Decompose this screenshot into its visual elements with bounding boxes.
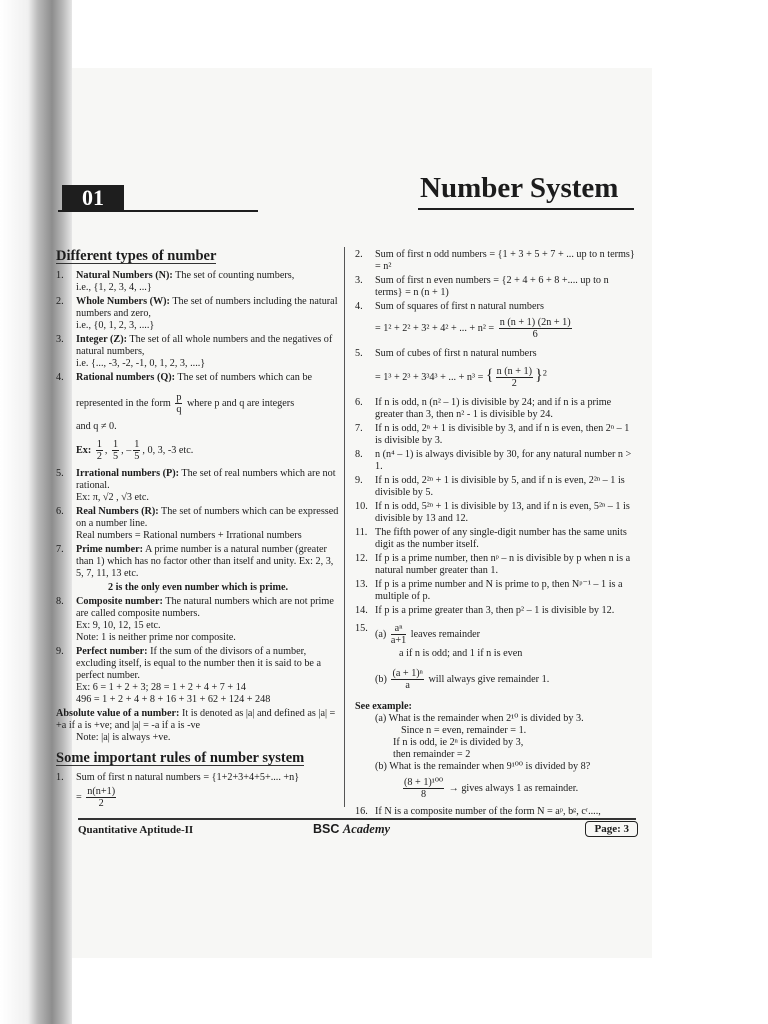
fraction-p-over-q: $\frac{p}{q}$ xyxy=(176,392,182,415)
example-b-formula: $\frac{\text{(8 + 1)¹⁰⁰}}{8}$ → gives always 1 as remainder. xyxy=(404,777,579,800)
list-item: 5. Irrational numbers (P): The set of real numbers which are not rational. Ex: π, √2 , √3 etc. xyxy=(56,468,336,503)
chapter-number: 01 xyxy=(62,185,124,211)
rule-5: 5. Sum of cubes of first n natural numbers xyxy=(355,348,537,359)
example-b: (b) What is the remainder when 9¹⁰⁰ is divided by 8? xyxy=(375,761,591,772)
footer xyxy=(78,820,638,840)
cubes-formula: = 1³ + 2³ + 3³4³ + ... + n³ = { $\frac{n (n + 1)}{2}$ }$^2$ xyxy=(375,366,547,389)
section-heading-types: Different types of number xyxy=(56,248,217,264)
footer-brand: BSC Academy xyxy=(313,822,391,836)
prime-note: 2 is the only even number which is prime. xyxy=(107,582,289,593)
right-column xyxy=(355,249,635,820)
list-item: 2. Sum of first n odd numbers = {1 + 3 + 5 + 7 + ... up to n terms} = n² xyxy=(355,249,635,272)
absolute-note: Note: |a| is always +ve. xyxy=(76,732,171,743)
rule-15a-result: a if n is odd; and 1 if n is even xyxy=(399,648,523,659)
list-item: 3. Sum of first n even numbers = {2 + 4 + 6 + 8 +.... up to n terms} = n (n + 1) xyxy=(355,275,609,298)
list-item: 7. Prime number: A prime number is a natural number (greater than 1) which has no factor other than itself and unity. Ex: 2, 3, 5, 7, 11, 13 etc. xyxy=(56,544,334,579)
list-item: 8. Composite number: The natural numbers which are not prime are called composite numbers. Ex: 9, 10, 12, 15 etc. Note: 1 is neither prime nor composite. xyxy=(56,596,334,643)
list-item: 4. Rational numbers (Q): The set of numbers which can be xyxy=(56,372,313,383)
column-divider xyxy=(344,247,345,807)
rules-list-part2 xyxy=(355,397,635,617)
list-item: 12. If p is a prime number, then nᵖ – n is divisible by p when n is a natural number greater than 1. xyxy=(355,553,631,576)
rational-condition: and q ≠ 0. xyxy=(76,421,117,432)
list-item: 9. Perfect number: If the sum of the divisors of a number, excluding itself, is equal to the number then it is said to be a perfect number. Ex: 6 = 1 + 2 + 3; 28 = 1 + 2 + 4 + 7 + 14 496 = 1 + 2 + 4 + 8 + 16 + 31 + 62 + 124 + 248 xyxy=(56,646,322,705)
list-item: 1. Natural Numbers (N): The set of counting numbers, i.e., {1, 2, 3, 4, ...} xyxy=(56,270,295,293)
rational-example: Ex: $\frac{1}{2}$ , $\frac{1}{5}$ , – $\frac{1}{5}$ , 0, 3, -3 etc. xyxy=(76,439,194,462)
example-a: (a) What is the remainder when 2¹⁰ is divided by 3. xyxy=(375,713,584,724)
list-item: 10. If n is odd, 5²ⁿ + 1 is divisible by 13, and if n is even, 5²ⁿ – 1 is divisible by 13 and 12. xyxy=(355,501,630,524)
list-item: 11. The fifth power of any single-digit number has the same units digit as the number itself. xyxy=(355,527,627,550)
types-list-part2 xyxy=(56,468,340,580)
rule-15: 15. (a) $\frac{\text{aⁿ}}{a+1}$ leaves remainder xyxy=(355,623,481,646)
rule-15b: (b) $\frac{\text{(a + 1)ⁿ}}{a}$ will always give remainder 1. xyxy=(375,668,550,691)
see-example-heading: See example: xyxy=(355,701,412,712)
absolute-value: Absolute value of a number: It is denoted as |a| and defined as |a| = +a if a is +ve; and |a| = -a if a is -ve xyxy=(56,708,336,731)
list-item: 8. n (n⁴ – 1) is always divisible by 30, for any natural number n > 1. xyxy=(355,449,632,472)
list-item: 6. If n is odd, n (n² – 1) is divisible by 24; and if n is a prime greater than 3, then n² - 1 is divisible by 24. xyxy=(355,397,612,420)
squares-formula: = 1² + 2² + 3² + 4² + ... + n² = $\frac{n (n + 1) (2n + 1)}{6}$ xyxy=(375,317,571,340)
example-a-line2: If n is odd, ie 2ⁿ is divided by 3, xyxy=(393,737,524,748)
list-item: 6. Real Numbers (R): The set of numbers which can be expressed on a number line. Real numbers = Rational numbers + Irrational numbers xyxy=(56,506,339,541)
rule-16: 16. If N is a composite number of the form N = aᵖ, bᵍ, cʳ...., xyxy=(355,806,601,817)
list-item: 14. If p is a prime greater than 3, then p² – 1 is divisible by 12. xyxy=(355,605,615,616)
list-item: 3. Integer (Z): The set of all whole numbers and the negatives of natural numbers, i.e. {..., -3, -2, -1, 0, 1, 2, 3, ....} xyxy=(56,334,333,369)
types-list-part3 xyxy=(56,596,340,706)
section-heading-rules: Some important rules of number system xyxy=(56,750,305,766)
left-column xyxy=(56,250,340,809)
list-item: 13. If p is a prime number and N is prime to p, then Nᵖ⁻¹ – 1 is a multiple of p. xyxy=(355,579,623,602)
example-a-line1: Since n = even, remainder = 1. xyxy=(401,725,527,736)
list-item: 2. Whole Numbers (W): The set of numbers including the natural numbers and zero, i.e., {0, 1, 2, 3, ....} xyxy=(56,296,338,331)
rules-list-part1 xyxy=(355,249,635,313)
list-item: 9. If n is odd, 2²ⁿ + 1 is divisible by 5, and if n is even, 2²ⁿ – 1 is divisible by 5. xyxy=(355,475,625,498)
rule-1: 1. Sum of first n natural numbers = {1+2+3+4+5+.... +n} xyxy=(56,772,300,783)
list-item: 7. If n is odd, 2ⁿ + 1 is divisible by 3, and if n is even, then 2ⁿ – 1 is divisible by 3. xyxy=(355,423,630,446)
title-underline xyxy=(418,208,634,210)
rule-1-formula: = $\frac{n(n+1)}{2}$ xyxy=(76,786,116,809)
chapter-underline xyxy=(58,210,258,212)
chapter-title: Number System xyxy=(420,172,619,204)
footer-book-title: Quantitative Aptitude-II xyxy=(78,824,194,836)
page-number-badge: Page: 3 xyxy=(585,821,638,837)
types-list-part1 xyxy=(56,270,340,384)
example-a-line3: then remainder = 2 xyxy=(393,749,471,760)
list-item: 4. Sum of squares of first n natural numbers xyxy=(355,301,544,312)
rational-form-line: represented in the form $\frac{p}{q}$ where p and q are integers xyxy=(76,392,295,415)
